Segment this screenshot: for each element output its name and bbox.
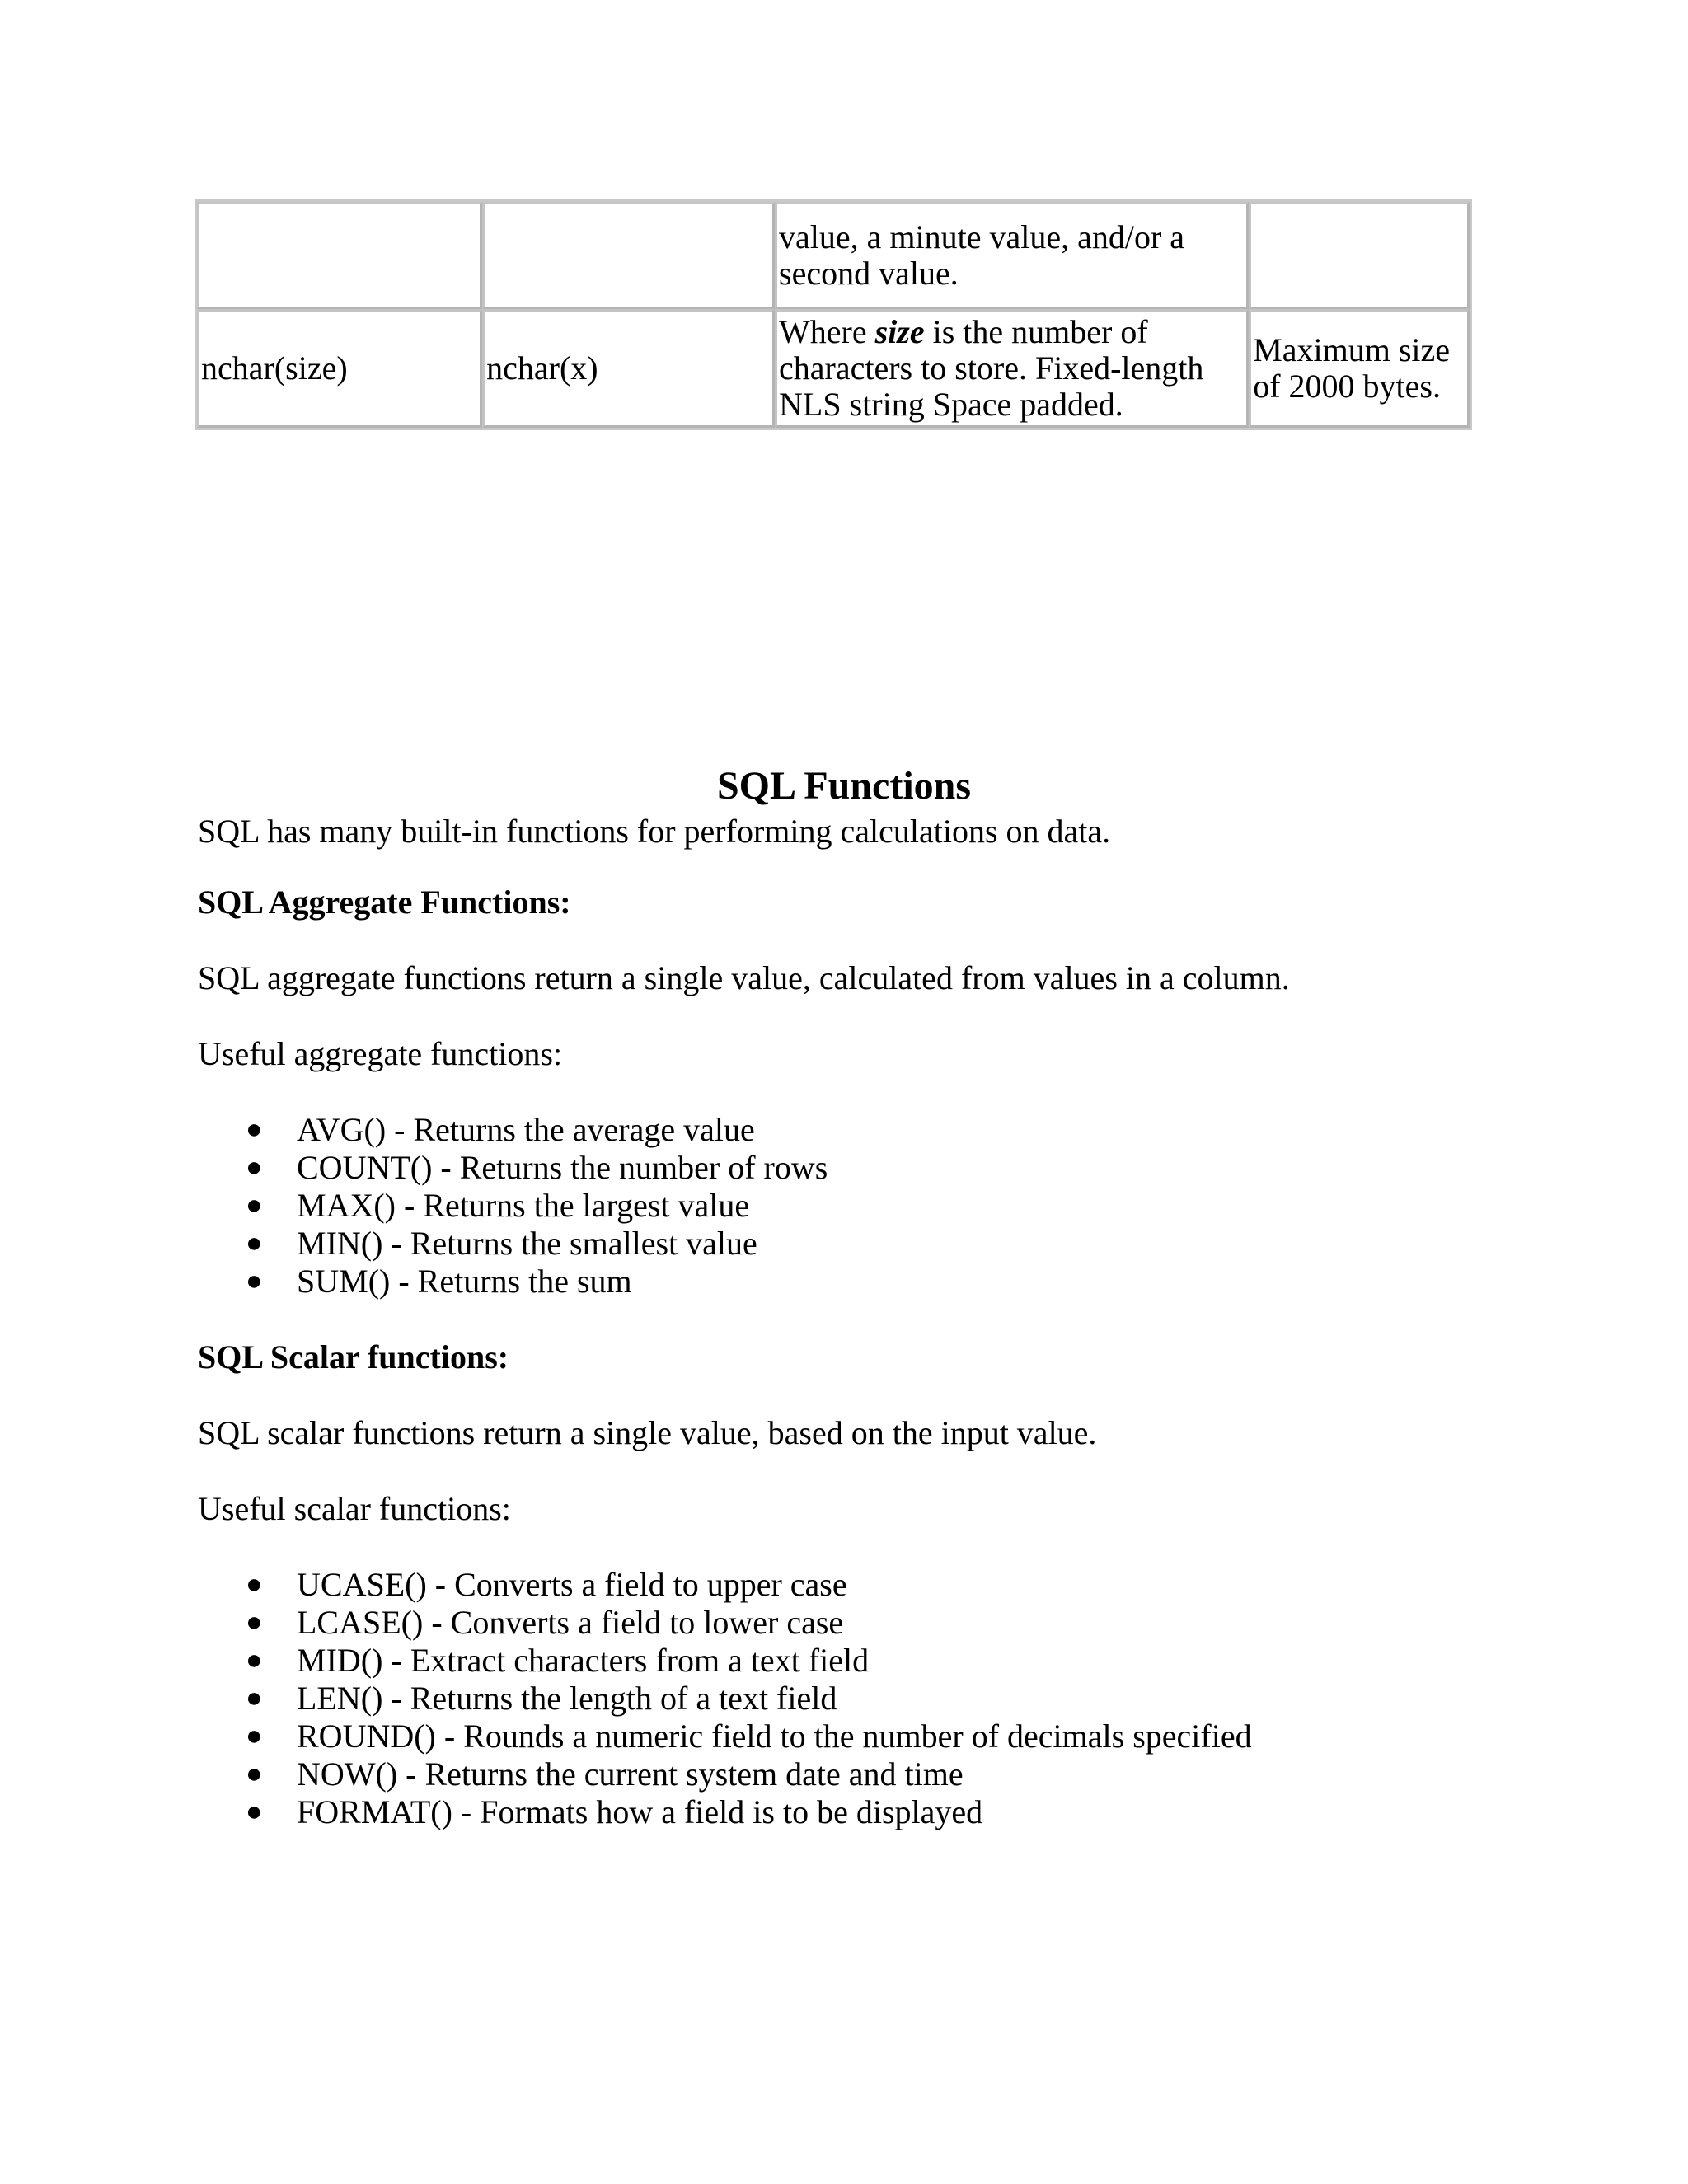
- table-cell-oracle-type: [482, 202, 775, 309]
- list-item-text: NOW() - Returns the current system date and time: [297, 1755, 964, 1793]
- section-intro: SQL has many built-in functions for performing calculations on data.: [198, 813, 1111, 850]
- list-item: [198, 1149, 828, 1187]
- list-item-text: COUNT() - Returns the number of rows: [297, 1149, 828, 1186]
- list-item-text: LEN() - Returns the length of a text field: [297, 1680, 837, 1717]
- list-item-text: AVG() - Returns the average value: [297, 1111, 755, 1148]
- description-suffix: is the number of characters to store. Fixed-length NLS string Space padded.: [779, 313, 1204, 423]
- bullet-icon: ●: [246, 1569, 263, 1600]
- description-prefix: Where: [779, 313, 875, 350]
- table-cell-description: value, a minute value, and/or a second value.: [775, 202, 1249, 309]
- list-item: [198, 1755, 1252, 1793]
- aggregate-function-list: [198, 1111, 828, 1301]
- scalar-list-intro: Useful scalar functions:: [198, 1490, 511, 1527]
- list-item: [198, 1263, 828, 1301]
- bullet-icon: ●: [246, 1721, 263, 1751]
- bullet-icon: ●: [246, 1645, 263, 1675]
- list-item: [198, 1642, 1252, 1680]
- aggregate-heading: SQL Aggregate Functions:: [198, 883, 571, 921]
- bullet-icon: ●: [246, 1190, 263, 1221]
- list-item: [198, 1187, 828, 1225]
- aggregate-list-intro: Useful aggregate functions:: [198, 1035, 563, 1072]
- list-item-text: FORMAT() - Formats how a field is to be displayed: [297, 1793, 983, 1830]
- section-title: SQL Functions: [716, 764, 972, 808]
- list-item: [198, 1111, 828, 1149]
- table-cell-sql-type: nchar(size): [197, 309, 482, 428]
- table-cell-oracle-type: nchar(x): [482, 309, 775, 428]
- list-item: [198, 1604, 1252, 1642]
- bullet-icon: ●: [246, 1683, 263, 1713]
- list-item: [198, 1225, 828, 1263]
- table-cell-limit: [1249, 202, 1470, 309]
- list-item-text: LCASE() - Converts a field to lower case: [297, 1604, 844, 1641]
- table-cell-description: [775, 309, 1249, 428]
- list-item-text: MID() - Extract characters from a text field: [297, 1642, 870, 1679]
- table-row: [197, 202, 1470, 309]
- bullet-icon: ●: [246, 1759, 263, 1789]
- scalar-description: SQL scalar functions return a single value, based on the input value.: [198, 1414, 1097, 1451]
- bullet-icon: ●: [246, 1797, 263, 1827]
- bullet-icon: ●: [246, 1114, 263, 1145]
- scalar-function-list: [198, 1566, 1252, 1831]
- bullet-icon: ●: [246, 1152, 263, 1183]
- list-item-text: MAX() - Returns the largest value: [297, 1187, 750, 1224]
- scalar-heading: SQL Scalar functions:: [198, 1338, 509, 1376]
- list-item-text: MIN() - Returns the smallest value: [297, 1225, 757, 1262]
- bullet-icon: ●: [246, 1228, 263, 1258]
- bullet-icon: ●: [246, 1266, 263, 1296]
- list-item: [198, 1680, 1252, 1718]
- description-term: size: [874, 313, 925, 350]
- list-item: [198, 1566, 1252, 1604]
- list-item-text: SUM() - Returns the sum: [297, 1263, 632, 1300]
- bullet-icon: ●: [246, 1607, 263, 1638]
- table-row: [197, 309, 1470, 428]
- aggregate-description: SQL aggregate functions return a single value, calculated from values in a column.: [198, 959, 1290, 996]
- datatype-table: [195, 199, 1472, 430]
- list-item: [198, 1793, 1252, 1831]
- list-item-text: ROUND() - Rounds a numeric field to the number of decimals specified: [297, 1718, 1252, 1755]
- table-cell-limit: Maximum size of 2000 bytes.: [1249, 309, 1470, 428]
- list-item: [198, 1718, 1252, 1755]
- table-cell-sql-type: [197, 202, 482, 309]
- list-item-text: UCASE() - Converts a field to upper case: [297, 1566, 847, 1603]
